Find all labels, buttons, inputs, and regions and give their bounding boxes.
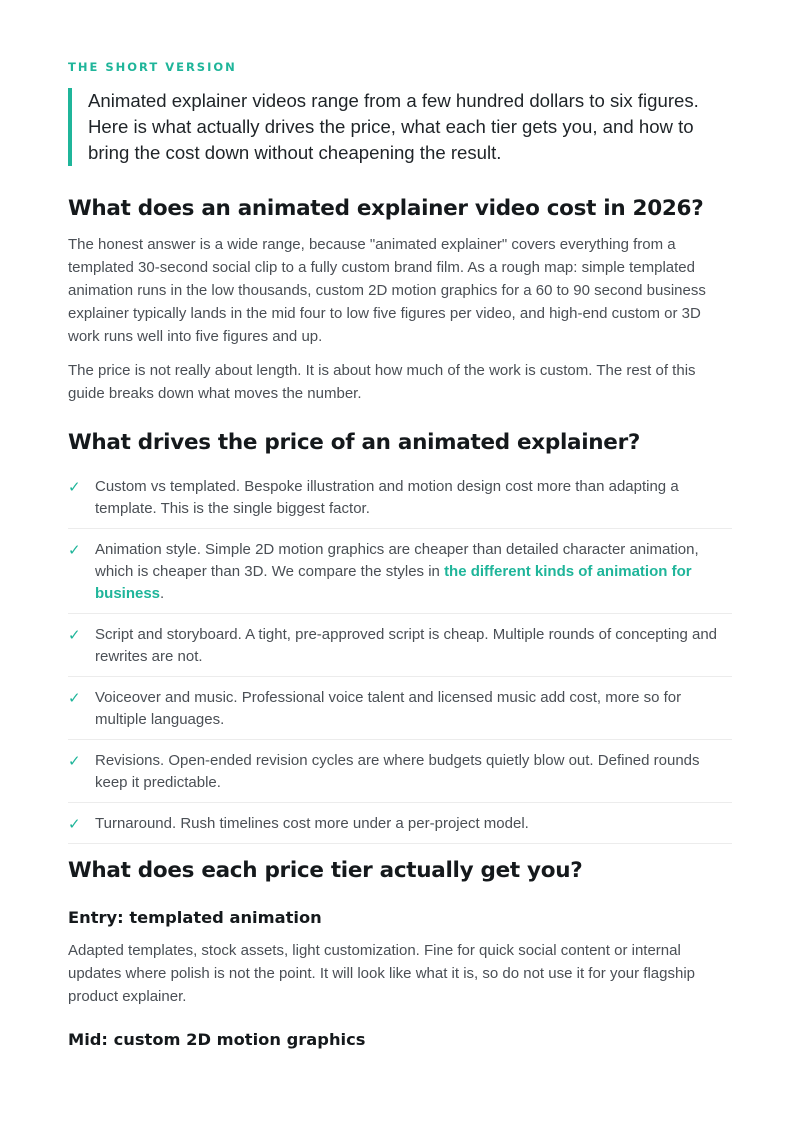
eyebrow-label: THE SHORT VERSION — [68, 60, 237, 74]
paragraph-cost-custom: The price is not really about length. It is about how much of the work is custom. The rest of this guide breaks down what moves the number. — [68, 362, 696, 402]
section-heading-drivers: What drives the price of an animated explainer? — [68, 430, 641, 455]
list-item-text: Turnaround. Rush timelines cost more under a per-project model. — [95, 815, 529, 832]
checkmark-icon: ✓ — [68, 752, 81, 770]
list-item — [68, 811, 732, 844]
tier-heading-entry: Entry: templated animation — [68, 908, 322, 927]
list-item-text-end: . — [160, 585, 165, 602]
paragraph-tier-entry: Adapted templates, stock assets, light customization. Fine for quick social content or internal updates where polish is not the point. It will look like what it is, so do not use it for your flagship product explainer. — [68, 942, 695, 1005]
list-item-text: Script and storyboard. A tight, pre-approved script is cheap. Multiple rounds of concepting and rewrites are not. — [95, 626, 718, 665]
paragraph-cost-range: The honest answer is a wide range, because "animated explainer" covers everything from a templated 30-second social clip to a fully custom brand film. As a rough map: simple templated animation runs in the low thousands, custom 2D motion graphics for a 60 to 90 second business explainer typically lands in the mid four to low five figures per video, and high-end custom or 3D work runs well into five figures and up. — [68, 236, 706, 345]
animation-kinds-link[interactable]: the different kinds of animation for business — [95, 563, 692, 602]
checkmark-icon: ✓ — [68, 689, 81, 707]
tier-heading-mid: Mid: custom 2D motion graphics — [68, 1030, 366, 1049]
section-heading-cost: What does an animated explainer video cost in 2026? — [68, 196, 704, 221]
checkmark-icon: ✓ — [68, 541, 81, 559]
list-item — [68, 537, 732, 614]
list-item-text: Voiceover and music. Professional voice talent and licensed music add cost, more so for multiple languages. — [95, 689, 682, 728]
list-item-text: Custom vs templated. Bespoke illustration and motion design cost more than adapting a template. This is the single biggest factor. — [95, 478, 679, 517]
list-item — [68, 474, 732, 529]
checkmark-icon: ✓ — [68, 478, 81, 496]
price-drivers-list — [68, 474, 732, 852]
list-item-text: Revisions. Open-ended revision cycles are where budgets quietly blow out. Defined rounds keep it predictable. — [95, 752, 700, 791]
list-item-text: Animation style. Simple 2D motion graphics are cheaper than detailed character animation, which is cheaper than 3D. We compare the styles in — [95, 541, 699, 580]
list-item — [68, 622, 732, 677]
section-heading-tiers: What does each price tier actually get you? — [68, 858, 583, 883]
checkmark-icon: ✓ — [68, 626, 81, 644]
checkmark-icon: ✓ — [68, 815, 81, 833]
list-item — [68, 685, 732, 740]
list-item — [68, 748, 732, 803]
summary-callout: Animated explainer videos range from a few hundred dollars to six figures. Here is what actually drives the price, what each tier gets you, and how to bring the cost down without cheapening the result. — [68, 88, 738, 166]
